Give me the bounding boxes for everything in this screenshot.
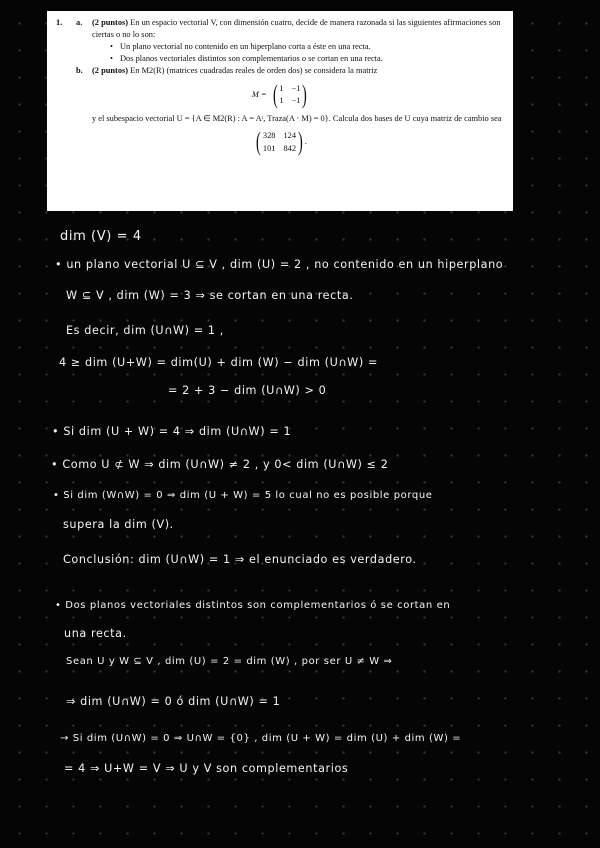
- note-line: • un plano vectorial U ⊆ V , dim (U) = 2 , no contenido en un hiperplano: [55, 258, 504, 271]
- matrix-end: .: [304, 137, 307, 147]
- note-line: una recta.: [64, 627, 127, 640]
- matrix-cell: 328: [262, 131, 276, 140]
- matrix-m: [56, 79, 505, 109]
- problem-number: 1.: [56, 18, 63, 27]
- bullet-item: • Un plano vectorial no contenido en un hiperplano corta a éste en una recta.: [110, 41, 505, 53]
- matrix-cell: 1: [279, 96, 284, 105]
- part-b-points: (2 puntos): [92, 66, 129, 75]
- note-line: = 4 ⇒ U+W = V ⇒ U y V son complementarios: [64, 762, 349, 775]
- bullet-item: • Dos planos vectoriales distintos son complementarios o se cortan en una recta.: [110, 53, 505, 65]
- matrix-cell: 842: [283, 143, 297, 153]
- matrix-cell: −1: [291, 96, 301, 105]
- part-b-label: b.: [76, 66, 83, 75]
- note-line: W ⊆ V , dim (W) = 3 ⇒ se cortan en una recta.: [66, 289, 354, 302]
- part-a-bullets: [110, 41, 505, 64]
- note-line: Sean U y W ⊆ V , dim (U) = 2 = dim (W) , por ser U ≠ W ⇒: [66, 656, 393, 667]
- part-b-text2: y el subespacio vectorial U = {A ∈ M2(R) : A = Aᵗ, Traza(A · M) = 0}. Calcula dos bases de U cuya matriz de cambio sea: [92, 113, 502, 123]
- note-line: 4 ≥ dim (U+W) = dim(U) + dim (W) − dim (U∩W) =: [59, 356, 378, 369]
- note-line: dim (V) = 4: [60, 229, 142, 244]
- part-a: [56, 17, 505, 64]
- matrix-m-lhs: M =: [251, 89, 267, 99]
- note-line: → Si dim (U∩W) = 0 ⇒ U∩W = {0} , dim (U + W) = dim (U) + dim (W) =: [60, 733, 462, 744]
- right-paren: ): [302, 79, 308, 109]
- note-line: Conclusión: dim (U∩W) = 1 ⇒ el enunciado es verdadero.: [63, 553, 417, 566]
- note-line: Es decir, dim (U∩W) = 1 ,: [66, 324, 224, 337]
- part-a-label: a.: [76, 18, 83, 27]
- left-paren: (: [256, 127, 261, 156]
- right-paren: ): [297, 127, 303, 156]
- part-a-points: (2 puntos): [92, 18, 129, 27]
- note-line: • Si dim (W∩W) = 0 ⇒ dim (U + W) = 5 lo cual no es posible porque: [53, 490, 433, 501]
- matrix-cell: −1: [291, 83, 301, 93]
- problem-statement-card: [47, 11, 513, 211]
- note-line: ⇒ dim (U∩W) = 0 ó dim (U∩W) = 1: [66, 695, 281, 708]
- left-paren: (: [272, 79, 278, 109]
- note-line: • Dos planos vectoriales distintos son complementarios ó se cortan en: [55, 600, 451, 611]
- matrix-cell: 124: [283, 131, 297, 140]
- note-line: supera la dim (V).: [63, 518, 174, 531]
- matrix-change: [56, 127, 505, 156]
- part-b-text: En M2(R) (matrices cuadradas reales de orden dos) se considera la matriz: [130, 66, 378, 75]
- note-line: • Como U ⊄ W ⇒ dim (U∩W) ≠ 2 , y 0< dim (U∩W) ≤ 2: [51, 458, 389, 471]
- matrix-cell: 1: [279, 83, 284, 93]
- part-a-text: En un espacio vectorial V, con dimensión cuatro, decide de manera razonada si las siguientes afirmaciones son ciertas o no lo son:: [92, 18, 501, 39]
- note-line: • Si dim (U + W) = 4 ⇒ dim (U∩W) = 1: [52, 425, 292, 438]
- note-line: = 2 + 3 − dim (U∩W) > 0: [168, 384, 327, 397]
- part-b: [56, 65, 505, 154]
- matrix-cell: 101: [262, 143, 276, 153]
